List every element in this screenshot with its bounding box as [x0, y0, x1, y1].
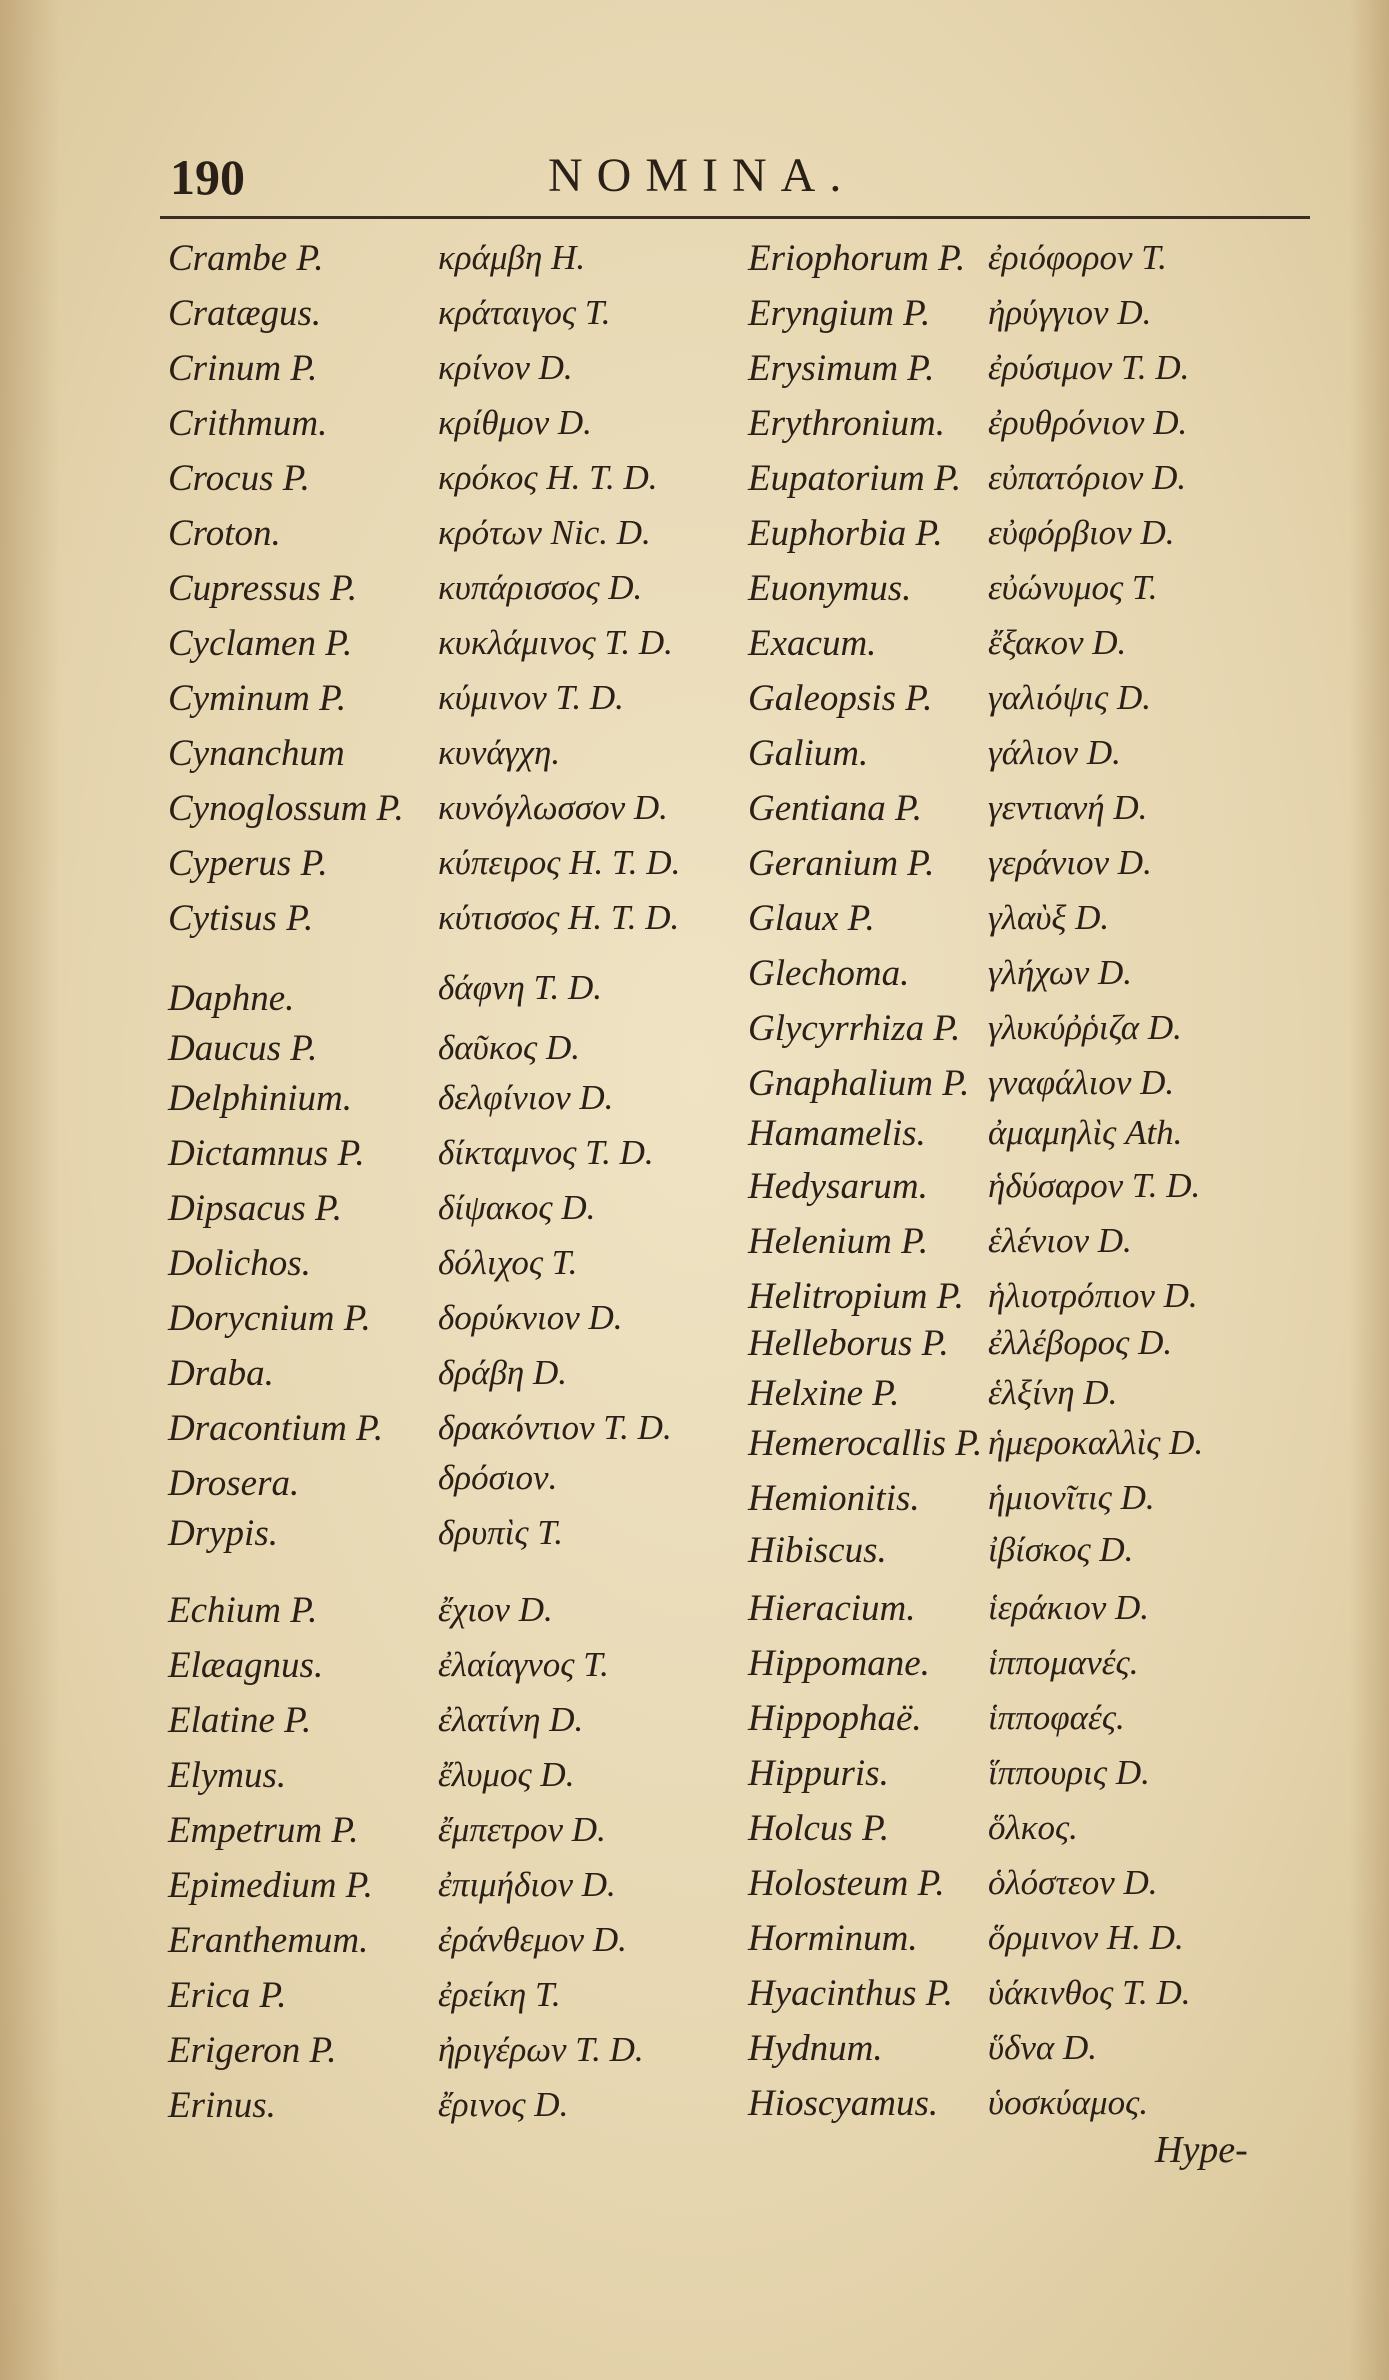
latin-name: Holcus P.: [748, 1808, 890, 1849]
greek-name: ἐλλέβορος D.: [988, 1323, 1173, 1362]
latin-name: Delphinium.: [168, 1078, 352, 1119]
greek-name: ὕδνα D.: [988, 2028, 1098, 2067]
latin-name: Erinus.: [168, 2085, 276, 2126]
running-head: NOMINA.: [548, 149, 856, 202]
latin-name: Erysimum P.: [748, 348, 935, 389]
greek-name: ἐράνθεμον D.: [438, 1920, 627, 1959]
latin-name: Cyminum P.: [168, 678, 347, 719]
greek-name: εὐπατόριον D.: [988, 458, 1187, 497]
latin-name: Euphorbia P.: [748, 513, 943, 554]
greek-name: κράταιγος T.: [438, 293, 611, 332]
greek-name: γλήχων D.: [988, 953, 1132, 992]
greek-name: ὑοσκύαμος.: [988, 2083, 1149, 2122]
latin-name: Hemerocallis P.: [748, 1423, 983, 1464]
latin-name: Drypis.: [168, 1513, 278, 1554]
latin-name: Hamamelis.: [748, 1113, 926, 1154]
greek-name: γναφάλιον D.: [988, 1063, 1175, 1102]
greek-name: ἔλυμος D.: [438, 1755, 575, 1794]
greek-name: κρίνον D.: [438, 348, 573, 387]
latin-name: Crocus P.: [168, 458, 310, 499]
latin-name: Gnaphalium P.: [748, 1063, 970, 1104]
greek-name: ἐριόφορον T.: [988, 238, 1167, 277]
greek-name: δρόσιον.: [438, 1458, 558, 1497]
greek-name: ὑάκινθος T. D.: [988, 1973, 1191, 2012]
greek-name: ἐρύσιμον T. D.: [988, 348, 1190, 387]
greek-name: ἱππομανές.: [988, 1643, 1139, 1682]
greek-name: ἱπποφαές.: [988, 1698, 1125, 1737]
latin-name: Dipsacus P.: [168, 1188, 343, 1229]
latin-name: Galeopsis P.: [748, 678, 933, 719]
greek-name: ὁλόστεον D.: [988, 1863, 1158, 1902]
greek-name: ὅλκος.: [988, 1808, 1078, 1847]
latin-name: Cyperus P.: [168, 843, 328, 884]
greek-name: κυπάρισσος D.: [438, 568, 643, 607]
greek-name: ἐλατίνη D.: [438, 1700, 584, 1739]
latin-name: Helenium P.: [748, 1221, 929, 1262]
greek-name: κυκλάμινος T. D.: [438, 623, 673, 662]
latin-name: Croton.: [168, 513, 281, 554]
greek-name: ἐλαίαγνος T.: [438, 1645, 609, 1684]
greek-name: ἑλένιον D.: [988, 1221, 1132, 1260]
latin-name: Hippophaë.: [748, 1698, 922, 1739]
greek-name: δίκταμνος T. D.: [438, 1133, 654, 1172]
greek-name: δράβη D.: [438, 1353, 568, 1392]
latin-name: Hedysarum.: [748, 1166, 928, 1207]
latin-name: Hemionitis.: [748, 1478, 920, 1519]
latin-name: Eranthemum.: [168, 1920, 369, 1961]
greek-name: δόλιχος T.: [438, 1243, 578, 1282]
greek-name: δρακόντιον T. D.: [438, 1408, 672, 1447]
latin-name: Galium.: [748, 733, 869, 774]
greek-name: εὐώνυμος T.: [988, 568, 1158, 607]
latin-name: Cyclamen P.: [168, 623, 353, 664]
greek-name: γλυκύῤῥιζα D.: [988, 1008, 1182, 1047]
latin-name: Daucus P.: [168, 1028, 318, 1069]
latin-name: Erica P.: [168, 1975, 287, 2016]
latin-name: Epimedium P.: [168, 1865, 373, 1906]
greek-name: ἔρινος D.: [438, 2085, 569, 2124]
greek-name: ἡδύσαρον T. D.: [988, 1166, 1201, 1205]
greek-name: κύπειρος H. T. D.: [438, 843, 681, 882]
greek-name: ἐπιμήδιον D.: [438, 1865, 616, 1904]
greek-name: ἀμαμηλὶς Ath.: [988, 1113, 1183, 1152]
latin-name: Crinum P.: [168, 348, 318, 389]
catchword: Hype-: [1155, 2129, 1248, 2171]
greek-name: δελφίνιον D.: [438, 1078, 614, 1117]
greek-name: κυνάγχη.: [438, 733, 561, 772]
greek-name: γλαὺξ D.: [988, 898, 1110, 937]
latin-name: Exacum.: [748, 623, 877, 664]
greek-name: κύτισσος H. T. D.: [438, 898, 680, 937]
greek-name: δάφνη T. D.: [438, 968, 603, 1007]
latin-name: Cratægus.: [168, 293, 322, 334]
greek-name: κρότων Nic. D.: [438, 513, 651, 552]
greek-name: ἔμπετρον D.: [438, 1810, 606, 1849]
greek-name: γεράνιον D.: [988, 843, 1152, 882]
latin-name: Hioscyamus.: [748, 2083, 939, 2124]
latin-name: Helitropium P.: [748, 1276, 964, 1317]
latin-name: Horminum.: [748, 1918, 918, 1959]
greek-name: γάλιον D.: [988, 733, 1121, 772]
latin-name: Cynoglossum P.: [168, 788, 404, 829]
page-number: 190: [170, 149, 245, 205]
greek-name: ἡμιονῖτις D.: [988, 1478, 1155, 1517]
latin-name: Glechoma.: [748, 953, 910, 994]
greek-name: κράμβη H.: [438, 238, 586, 277]
header-rule: [160, 216, 1310, 219]
latin-name: Helxine P.: [748, 1373, 900, 1414]
latin-name: Cupressus P.: [168, 568, 358, 609]
latin-name: Erigeron P.: [168, 2030, 337, 2071]
greek-name: ἡμεροκαλλὶς D.: [988, 1423, 1204, 1462]
greek-name: ἐρείκη T.: [438, 1975, 561, 2014]
greek-name: ἵππουρις D.: [988, 1753, 1150, 1792]
latin-name: Crambe P.: [168, 238, 324, 279]
greek-name: γεντιανή D.: [988, 788, 1148, 827]
latin-name: Daphne.: [168, 978, 295, 1019]
latin-name: Cytisus P.: [168, 898, 314, 939]
latin-name: Euonymus.: [748, 568, 912, 609]
latin-name: Helleborus P.: [748, 1323, 949, 1364]
latin-name: Hippuris.: [748, 1753, 889, 1794]
greek-name: κυνόγλωσσον D.: [438, 788, 668, 827]
greek-name: ἠρύγγιον D.: [988, 293, 1152, 332]
greek-name: ἐρυθρόνιον D.: [988, 403, 1188, 442]
greek-name: ἑλξίνη D.: [988, 1373, 1118, 1412]
latin-name: Dolichos.: [168, 1243, 311, 1284]
greek-name: δίψακος D.: [438, 1188, 596, 1227]
latin-name: Echium P.: [168, 1590, 318, 1631]
greek-name: ἔχιον D.: [438, 1590, 553, 1629]
latin-name: Eriophorum P.: [748, 238, 966, 279]
latin-name: Drosera.: [168, 1463, 300, 1504]
latin-name: Hippomane.: [748, 1643, 930, 1684]
latin-name: Dorycnium P.: [168, 1298, 371, 1339]
latin-name: Eryngium P.: [748, 293, 931, 334]
greek-name: κρίθμον D.: [438, 403, 592, 442]
latin-name: Hydnum.: [748, 2028, 883, 2069]
page-edge-shadow: [1349, 0, 1389, 2380]
latin-name: Dictamnus P.: [168, 1133, 365, 1174]
greek-name: δαῦκος D.: [438, 1028, 580, 1067]
greek-name: ἡλιοτρόπιον D.: [988, 1276, 1198, 1315]
latin-name: Eupatorium P.: [748, 458, 962, 499]
greek-name: γαλιόψις D.: [988, 678, 1151, 717]
latin-name: Glaux P.: [748, 898, 875, 939]
greek-name: ἔξακον D.: [988, 623, 1127, 662]
latin-name: Erythronium.: [748, 403, 945, 444]
latin-name: Crithmum.: [168, 403, 328, 444]
greek-name: ἱεράκιον D.: [988, 1588, 1150, 1627]
latin-name: Draba.: [168, 1353, 274, 1394]
greek-name: ὅρμινον H. D.: [988, 1918, 1184, 1957]
greek-name: κρόκος H. T. D.: [438, 458, 658, 497]
latin-name: Elatine P.: [168, 1700, 312, 1741]
greek-name: εὐφόρβιον D.: [988, 513, 1175, 552]
latin-name: Glycyrrhiza P.: [748, 1008, 961, 1049]
latin-name: Dracontium P.: [168, 1408, 384, 1449]
latin-name: Hyacinthus P.: [748, 1973, 953, 2014]
latin-name: Hieracium.: [748, 1588, 916, 1629]
latin-name: Empetrum P.: [168, 1810, 359, 1851]
greek-name: ἰβίσκος D.: [988, 1530, 1134, 1569]
greek-name: ἠριγέρων T. D.: [438, 2030, 644, 2069]
latin-name: Elæagnus.: [168, 1645, 324, 1686]
latin-name: Hibiscus.: [748, 1530, 887, 1571]
latin-name: Holosteum P.: [748, 1863, 945, 1904]
latin-name: Cynanchum: [168, 733, 345, 774]
page-edge-shadow: [0, 0, 60, 2380]
greek-name: δορύκνιον D.: [438, 1298, 623, 1337]
latin-name: Gentiana P.: [748, 788, 923, 829]
greek-name: κύμινον T. D.: [438, 678, 624, 717]
latin-name: Geranium P.: [748, 843, 935, 884]
greek-name: δρυπὶς T.: [438, 1513, 563, 1552]
latin-name: Elymus.: [168, 1755, 287, 1796]
